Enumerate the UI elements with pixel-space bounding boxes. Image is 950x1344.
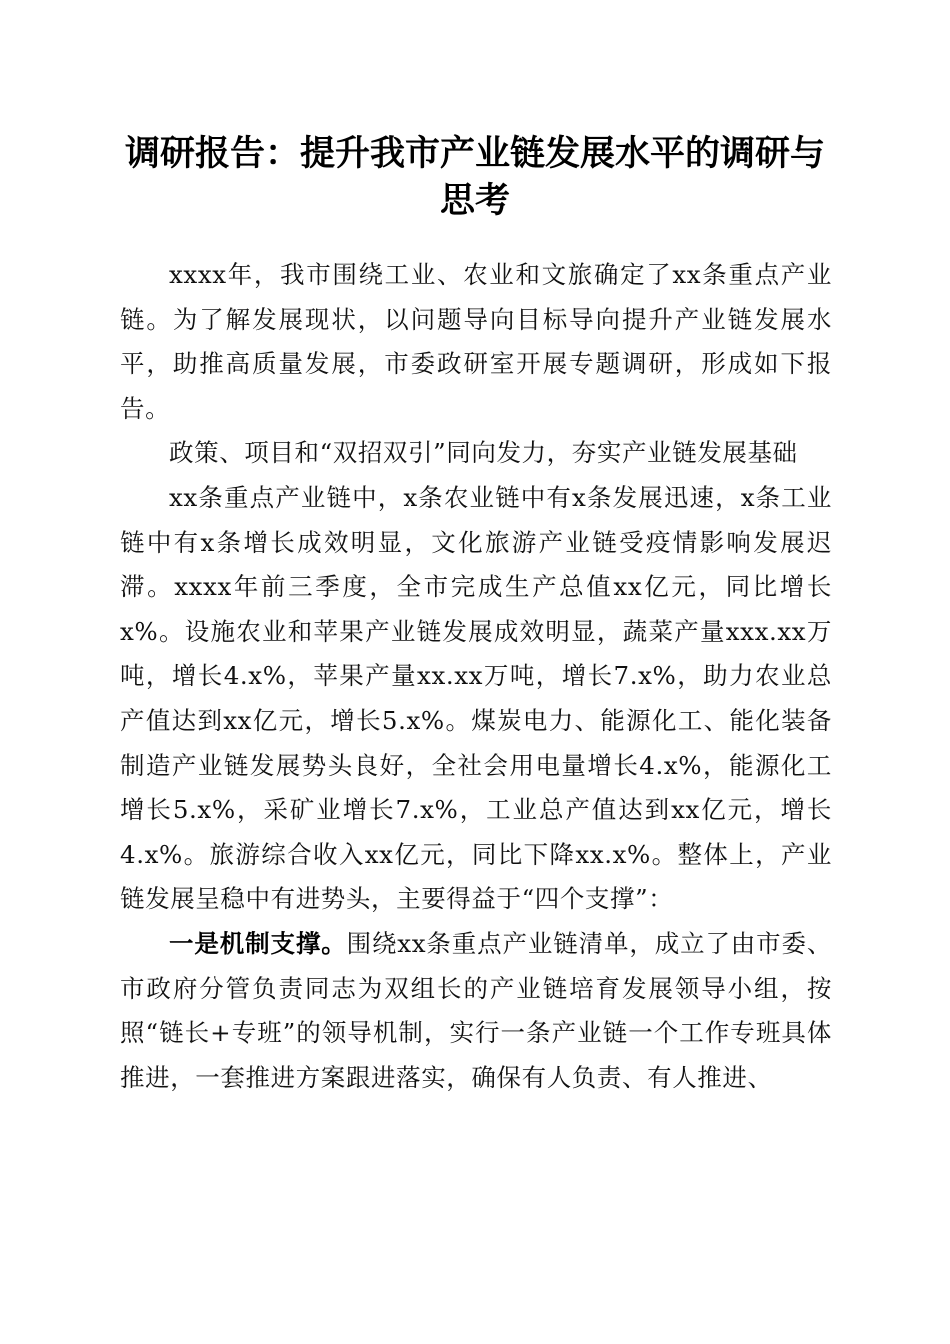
document-title: 调研报告：提升我市产业链发展水平的调研与思考 xyxy=(124,133,825,221)
paragraph-overview xyxy=(120,476,832,922)
paragraph-text: xxxx年，我市围绕工业、农业和文旅确定了xx条重点产业链。为了解发展现状，以问题导向目标导向提升产业链发展水平，助推高质量发展，市委政研室开展专题调研，形成如下报告。 xyxy=(120,260,832,423)
paragraph-lead: 一是机制支撑。 xyxy=(169,928,347,958)
section-heading xyxy=(120,431,832,476)
paragraph-text: 围绕xx条重点产业链清单，成立了由市委、市政府分管负责同志为双组长的产业链培育发展领导小组，按照“链长+专班”的领导机制，实行一条产业链一个工作专班具体推进，一套推进方案跟进落实，确保有人负责、有人推进、 xyxy=(120,928,833,1092)
paragraph-mechanism-support xyxy=(120,922,832,1100)
paragraph-text: xx条重点产业链中，x条农业链中有x条发展迅速，x条工业链中有x条增长成效明显，文化旅游产业链受疫情影响发展迟滞。xxxx年前三季度，全市完成生产总值xx亿元，同比增长x%。设施农业和苹果产业链发展成效明显，蔬菜产量xxx.xx万吨，增长4.x%，苹果产量xx.xx万吨，增长7.x%，助力农业总产值达到xx亿元，增长5.x%。煤炭电力、能源化工、能化装备制造产业链发展势头良好，全社会用电量增长4.x%，能源化工增长5.x%，采矿业增长7.x%，工业总产值达到xx亿元，增长4.x%。旅游综合收入xx亿元，同比下降xx.x%。整体上，产业链发展呈稳中有进势头，主要得益于“四个支撑”： xyxy=(120,482,832,914)
section-heading-text: 政策、项目和“双招双引”同向发力，夯实产业链发展基础 xyxy=(169,438,798,468)
paragraph-intro xyxy=(120,253,832,431)
document-body xyxy=(120,253,832,1100)
